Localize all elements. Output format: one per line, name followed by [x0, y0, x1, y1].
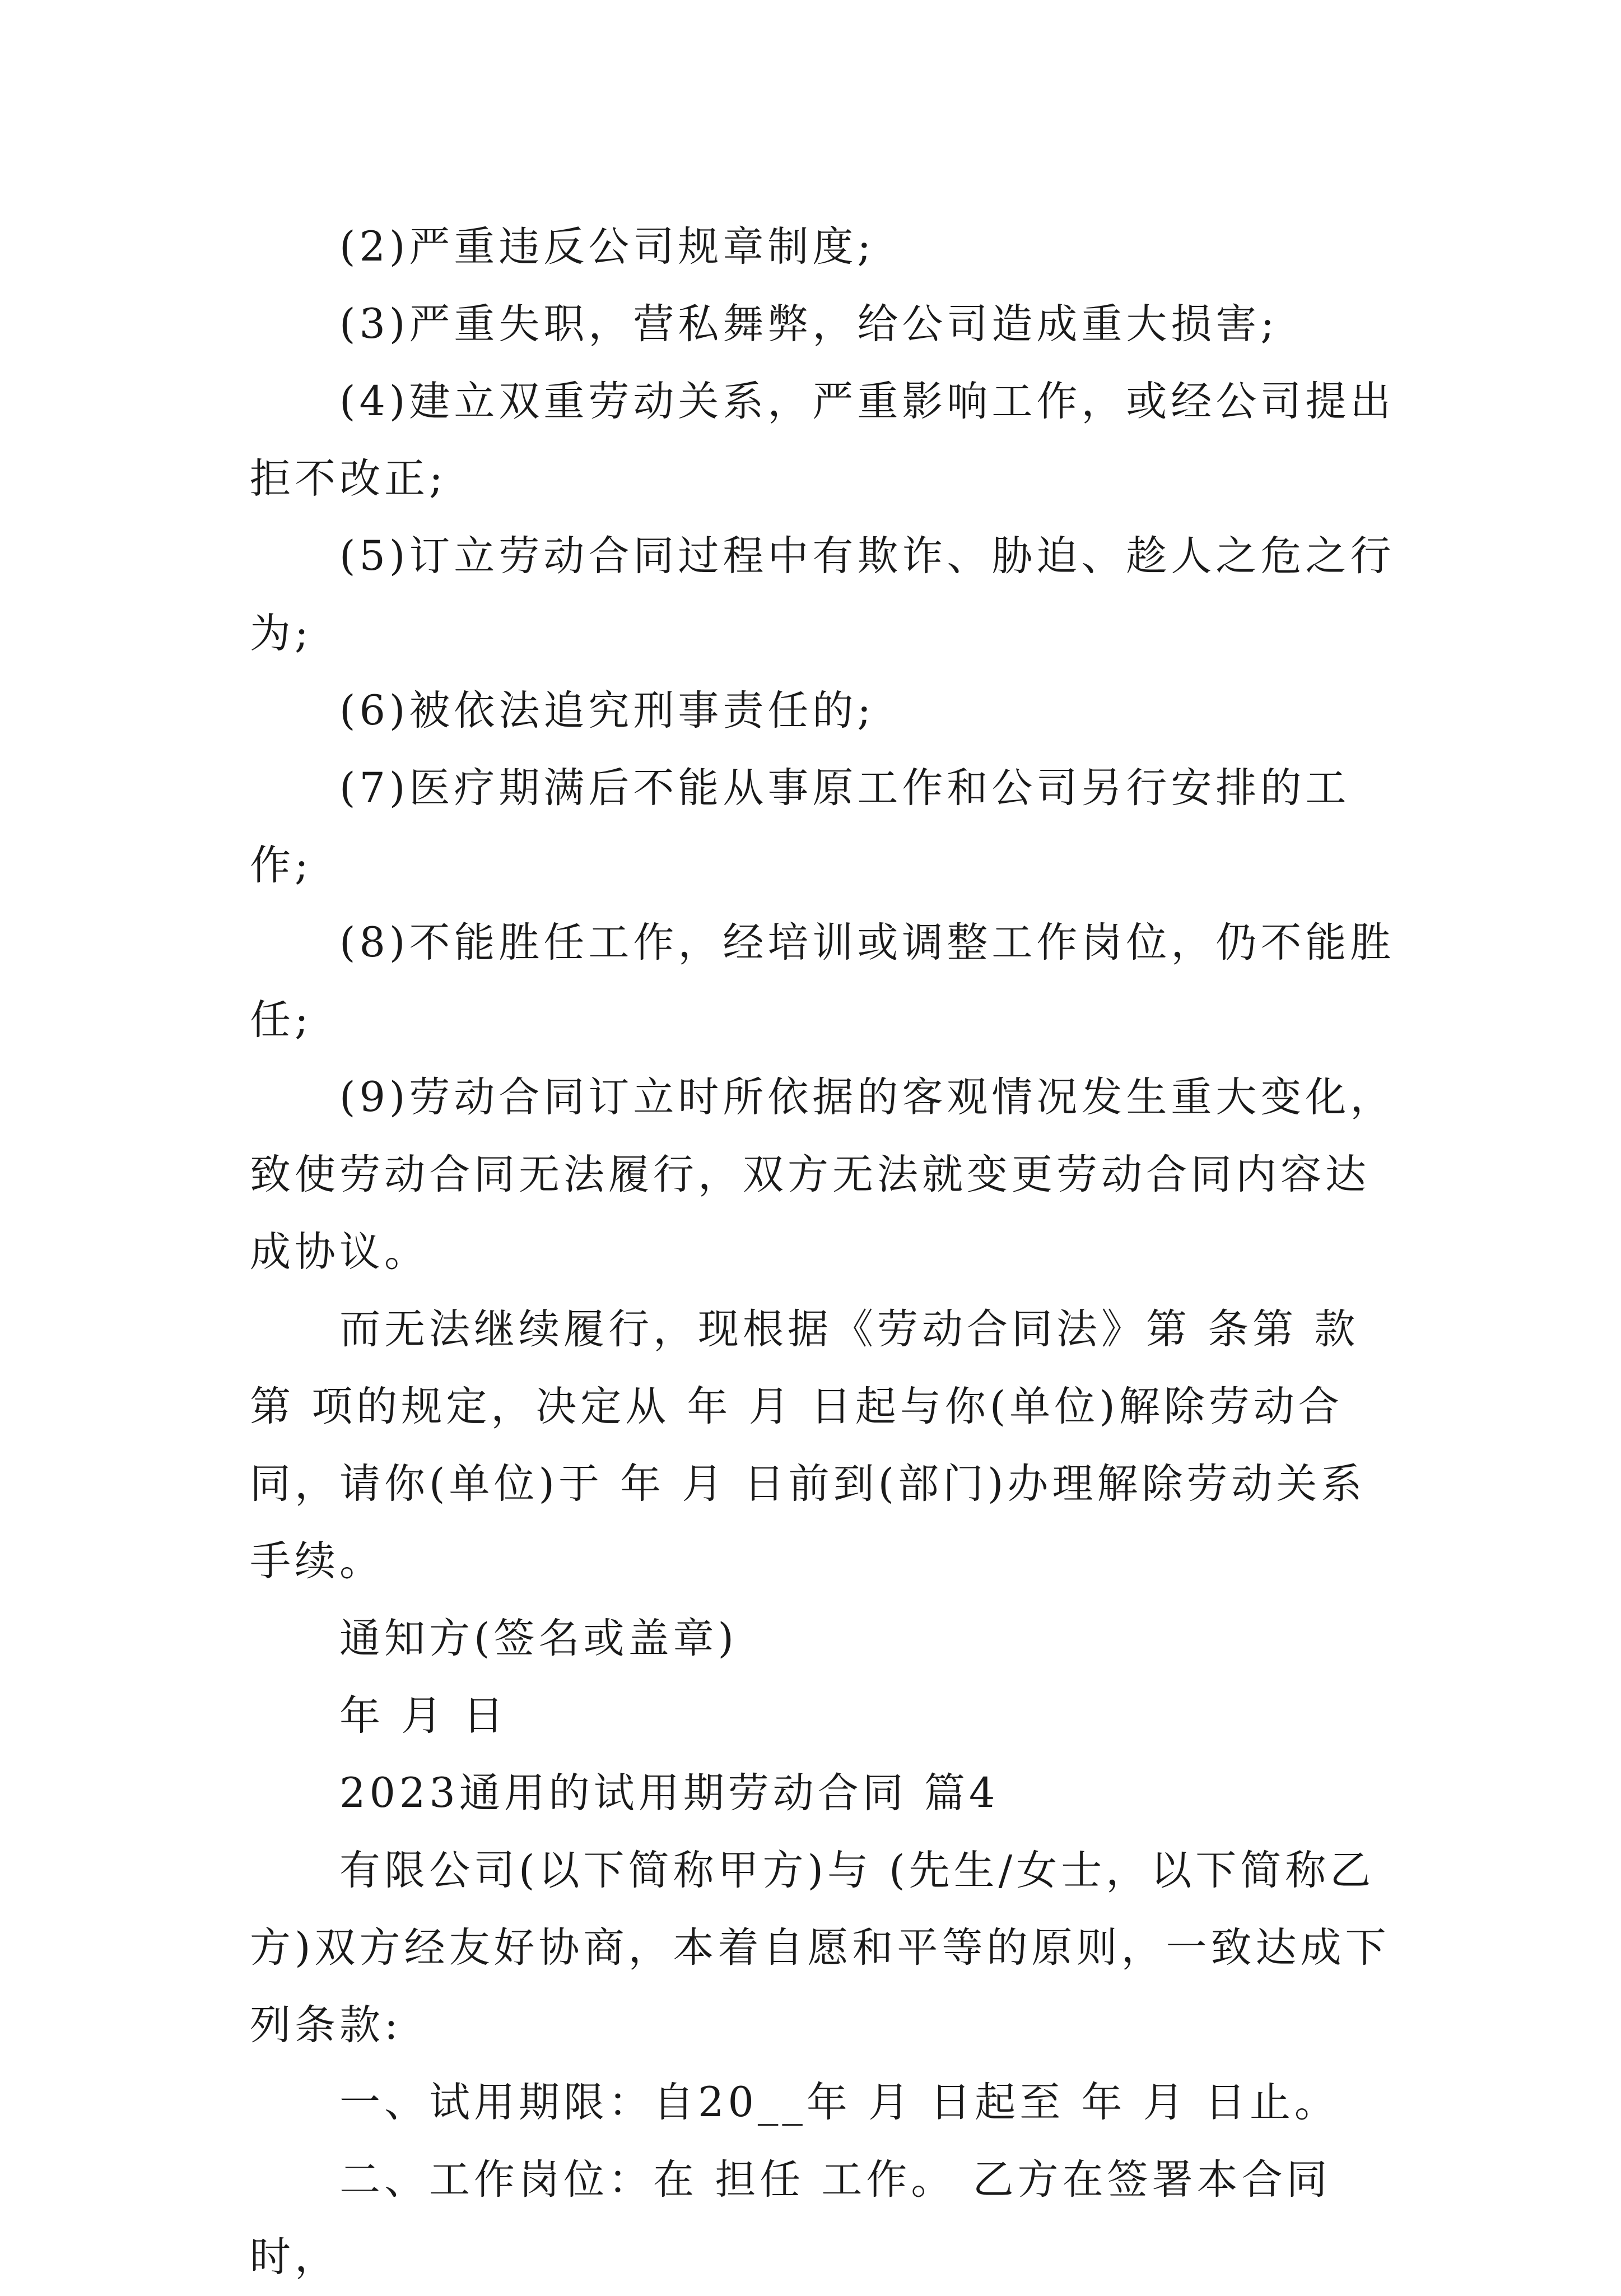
- paragraph-date: 年 月 日: [339, 1692, 508, 1740]
- paragraph-parties: 有限公司(以下简称甲方)与 (先生/女士，以下简称乙方)双方经友好协商，本着自愿和平等的原则，一致达成下列条款:: [250, 1847, 1390, 2049]
- paragraph-job-position: 二、工作岗位：在 担任 工作。 乙方在签署本合同时，: [250, 2156, 1331, 2281]
- paragraph-termination-notice: 而无法继续履行，现根据《劳动合同法》第 条第 款第 项的规定，决定从 年 月 日起与你(单位)解除劳动合同，请你(单位)于 年 月 日前到(部门)办理解除劳动关系手续。: [250, 1305, 1366, 1585]
- document-body: [250, 208, 1404, 2296]
- paragraph-clause-3: (3)严重失职，营私舞弊，给公司造成重大损害;: [339, 300, 1278, 348]
- paragraph-clause-2: (2)严重违反公司规章制度;: [339, 223, 875, 271]
- paragraph-clause-9: (9)劳动合同订立时所依据的客观情况发生重大变化，致使劳动合同无法履行，双方无法就变更劳动合同内容达成协议。: [250, 1073, 1395, 1276]
- paragraph-clause-6: (6)被依法追究刑事责任的;: [339, 687, 875, 735]
- paragraph-clause-4: (4)建立双重劳动关系，严重影响工作，或经公司提出拒不改正;: [250, 378, 1395, 503]
- paragraph-clause-7: (7)医疗期满后不能从事原工作和公司另行安排的工作;: [250, 764, 1350, 889]
- paragraph-clause-5: (5)订立劳动合同过程中有欺诈、胁迫、趁人之危之行为;: [250, 532, 1395, 657]
- paragraph-signature: 通知方(签名或盖章): [339, 1615, 738, 1662]
- paragraph-clause-8: (8)不能胜任工作，经培训或调整工作岗位，仍不能胜任;: [250, 919, 1395, 1044]
- section-heading: 2023通用的试用期劳动合同 篇4: [339, 1769, 999, 1817]
- paragraph-probation-period: 一、试用期限：自20__年 月 日起至 年 月 日止。: [339, 2079, 1339, 2126]
